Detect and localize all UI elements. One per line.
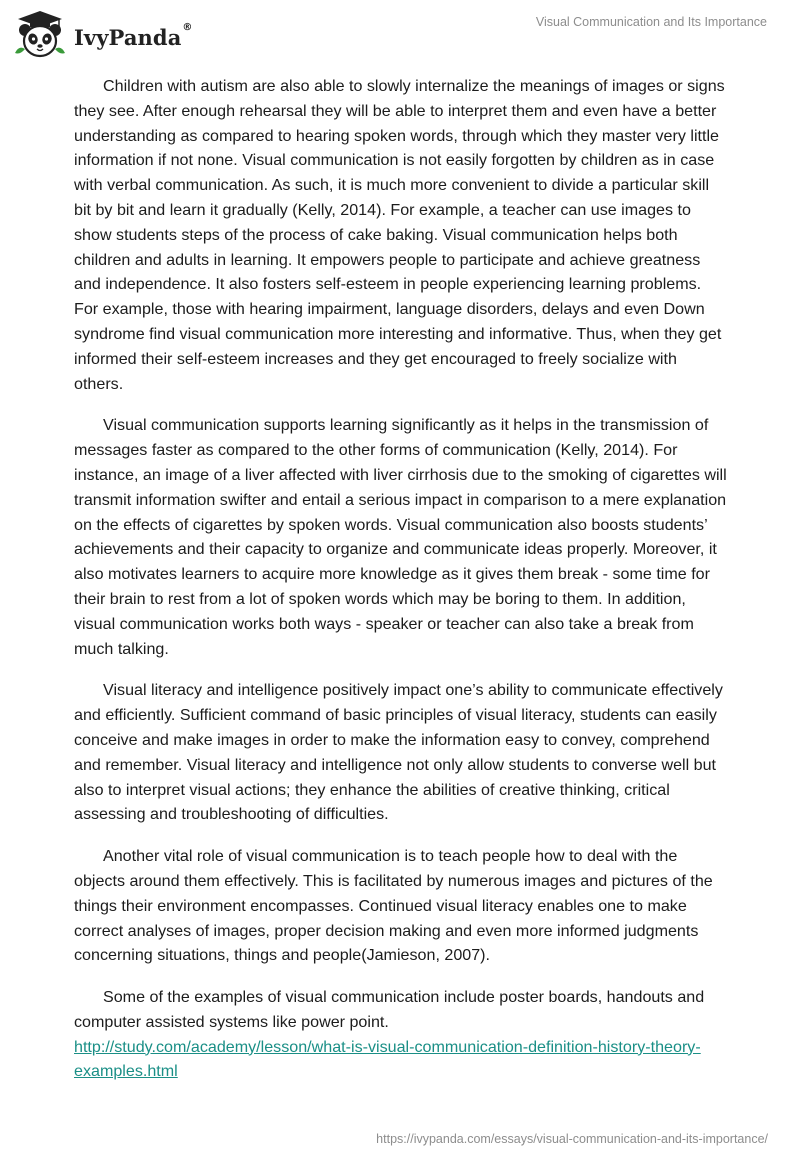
logo-text: IvyPanda xyxy=(74,24,182,50)
paragraph-1: Children with autism are also able to slowly internalize the meanings of images or signs they see. After enough rehearsal they will be able to interpret them and even have a better understanding as compared to hearing spoken words, through which they master very little information if not none. Visual communication is not easily forgotten by children as in case with verbal communication. As such, it is much more convenient to divide a particular skill bit by bit and learn it gradually (Kelly, 2014). For example, a teacher can use images to show students steps of the process of cake baking. Visual communication helps both children and adults in learning. It empowers people to participate and achieve greatness and independence. It also fosters self-esteem in people experiencing learning problems. For example, those with hearing impairment, language disorders, delays and even Down syndrome find visual communication more interesting and informative. Thus, when they get informed their self-esteem increases and they get encouraged to freely socialize with others. xyxy=(74,77,725,393)
panda-graduation-cap-icon xyxy=(12,8,68,62)
document-title: Visual Communication and Its Importance xyxy=(535,15,767,29)
paragraph-2: Visual communication supports learning significantly as it helps in the transmission of messages faster as compared to the other forms of communication (Kelly, 2014). For instance, an image of a liver affected with liver cirrhosis due to the smoking of cigarettes will transmit information swifter and entail a serious impact in comparison to a mere explanation on the effects of cigarettes by spoken words. Visual communication also boosts students’ achievements and their capacity to organize and communicate ideas properly. Moreover, it also motivates learners to acquire more knowledge as it gives them break - some time for their brain to rest from a lot of spoken words which may be boring to them. In addition, visual communication works both ways - speaker or teacher can also take a break from much talking. xyxy=(74,416,727,658)
logo-wordmark xyxy=(74,21,193,50)
reference-link[interactable]: http://study.com/academy/lesson/what-is-visual-communication-definition-history-theory-examples.html xyxy=(74,1037,701,1081)
paragraph-5-text: Some of the examples of visual communication include poster boards, handouts and computer assisted systems like power point. xyxy=(74,988,705,1031)
essay-body xyxy=(74,74,728,1101)
footer-url: https://ivypanda.com/essays/visual-communication-and-its-importance/ xyxy=(376,1132,768,1146)
paragraph-5 xyxy=(74,985,728,1084)
page-header xyxy=(0,0,800,70)
paragraph-4: Another vital role of visual communication is to teach people how to deal with the objects around them effectively. This is facilitated by numerous images and pictures of the things their environment encompasses. Continued visual literacy enables one to make correct analyses of images, proper decision making and even more informed judgments concerning situations, things and people(Jamieson, 2007). xyxy=(74,847,713,965)
registered-mark: ® xyxy=(182,21,193,33)
ivypanda-logo[interactable] xyxy=(12,8,193,62)
paragraph-3: Visual literacy and intelligence positively impact one’s ability to communicate effectively and efficiently. Sufficient command of basic principles of visual literacy, students can easily conceive and make images in order to make the information easy to convey, comprehend and remember. Visual literacy and intelligence not only allow students to converse well but also to interpret visual actions; they enhance the abilities of creative thinking, critical assessing and troubleshooting of difficulties. xyxy=(74,681,723,824)
